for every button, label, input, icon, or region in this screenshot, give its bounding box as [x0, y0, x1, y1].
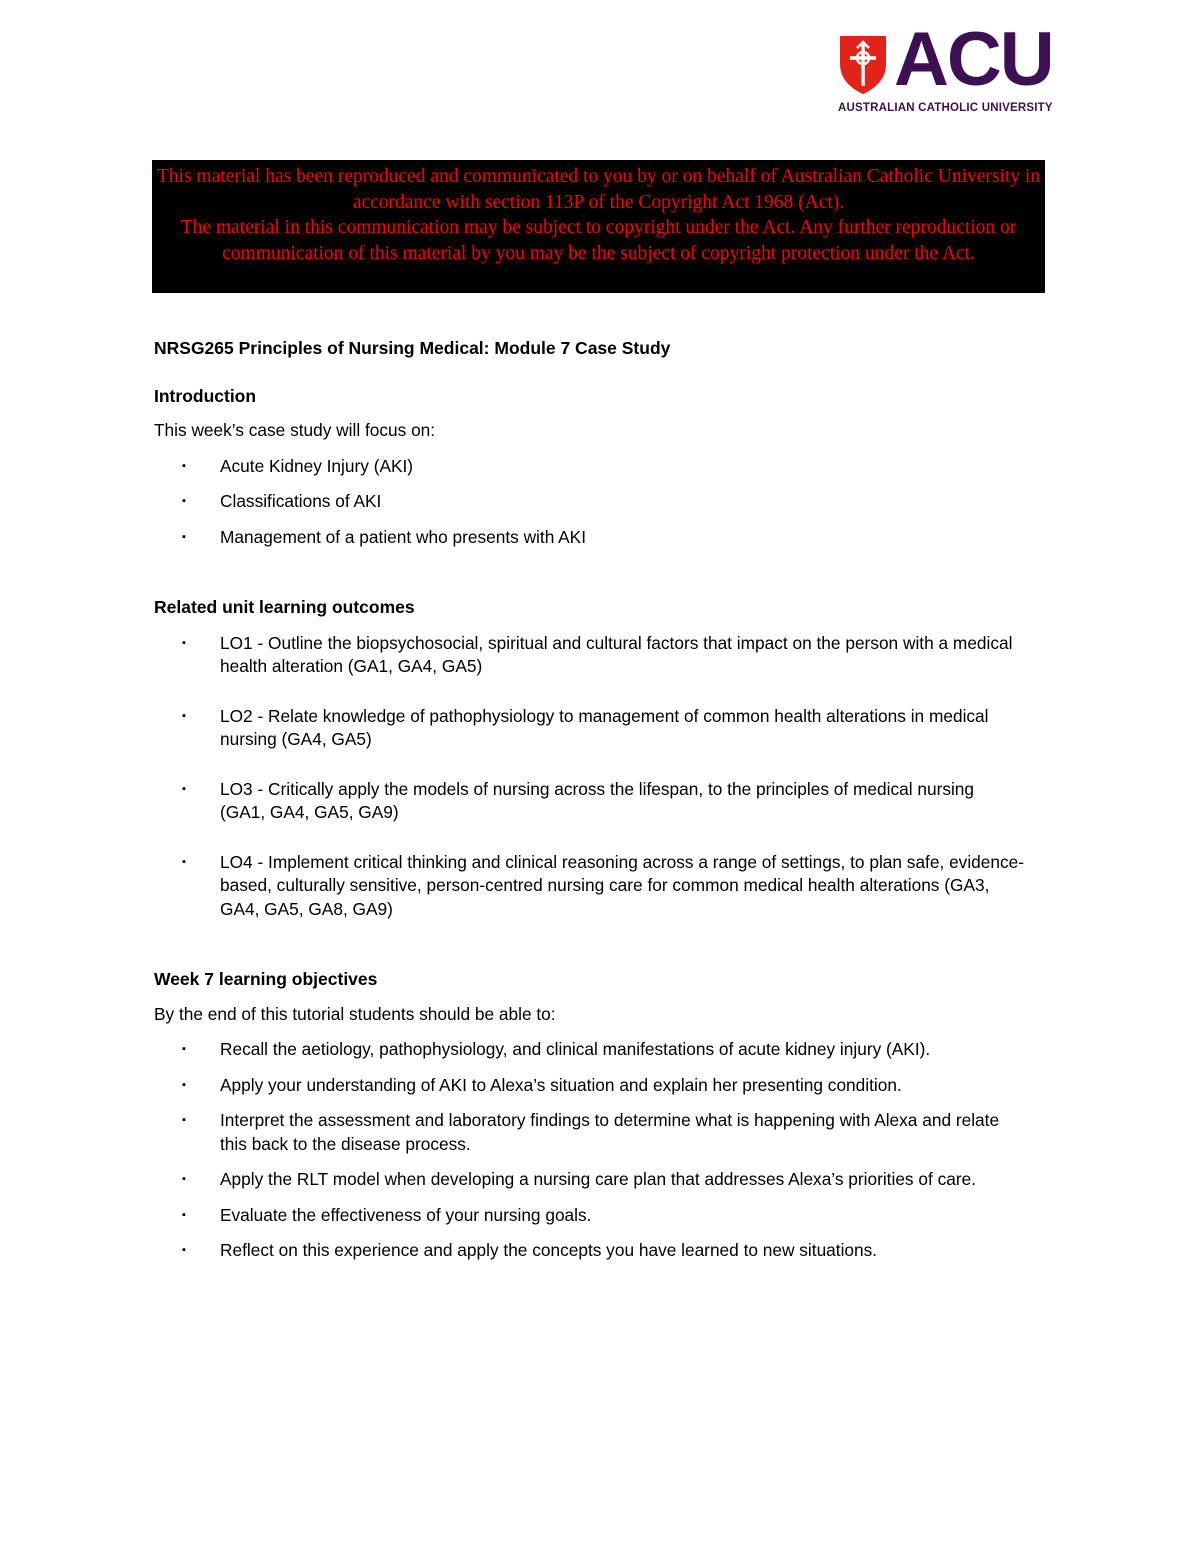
list-item: ▪ Classifications of AKI: [154, 490, 1044, 514]
objectives-list: [154, 1038, 1044, 1263]
outcomes-heading: Related unit learning outcomes: [154, 597, 415, 617]
introduction-list: [154, 455, 1044, 550]
outcomes-list: [154, 632, 1044, 922]
copyright-notice: [152, 160, 1045, 293]
logo-subtitle: AUSTRALIAN CATHOLIC UNIVERSITY: [838, 102, 1053, 114]
list-item: ▪ Acute Kidney Injury (AKI): [154, 455, 1044, 479]
list-item: ▪ Apply the RLT model when developing a nursing care plan that addresses Alexa’s priorities of care.: [154, 1168, 1044, 1192]
notice-line-2: The material in this communication may be subject to copyright under the Act. Any further reproduction or communication of this material by you may be the subject of copyright protection under the Act.: [180, 217, 1017, 264]
objectives-lead: By the end of this tutorial students should be able to:: [154, 1003, 556, 1024]
outcome-text: LO3 - Critically apply the models of nursing across the lifespan, to the principles of medical nursing: [220, 778, 975, 799]
list-item: ▪ Interpret the assessment and laboratory findings to determine what is happening with Alexa and relate this back to the disease process.: [154, 1109, 1044, 1156]
document-body: [154, 337, 1044, 1263]
notice-line-1: This material has been reproduced and communicated to you by or on behalf of Australian Catholic University in accordance with section 113P of the Copyright Act 1968 (Act).: [156, 166, 1041, 213]
outcome-text: LO1 - Outline the biopsychosocial, spiritual and cultural factors that impact on the person with a medical health alteration (GA1, GA4, GA5): [220, 632, 1013, 676]
shield-icon: [838, 34, 888, 96]
acu-logo: [838, 17, 1074, 120]
document-title: NRSG265 Principles of Nursing Medical: Module 7 Case Study: [154, 338, 671, 358]
outcome-item: [154, 705, 1044, 752]
list-item: ▪ Apply your understanding of AKI to Alexa’s situation and explain her presenting condition.: [154, 1074, 1044, 1098]
outcome-text: LO4 - Implement critical thinking and clinical reasoning across a range of settings, to plan safe, evidence-based, culturally sensitive, person-centred nursing care for common medical health alterations (GA3, GA4, GA5, GA8, GA9): [220, 851, 1024, 919]
introduction-lead: This week’s case study will focus on:: [154, 420, 436, 440]
outcome-text: LO2 - Relate knowledge of pathophysiology to management of common health alterations in medical nursing (GA4, GA5): [220, 705, 989, 749]
outcome-item: [154, 851, 1044, 922]
objectives-heading: Week 7 learning objectives: [154, 969, 378, 989]
list-item: ▪ Evaluate the effectiveness of your nursing goals.: [154, 1204, 1044, 1228]
outcome-item: [154, 778, 1044, 825]
list-item: ▪ Reflect on this experience and apply the concepts you have learned to new situations.: [154, 1239, 1044, 1263]
introduction-heading: Introduction: [154, 385, 257, 406]
list-item: ▪ Management of a patient who presents with AKI: [154, 526, 1044, 550]
logo-wordmark: ACU: [894, 17, 1053, 102]
outcome-extra: (GA1, GA4, GA5, GA9): [220, 802, 399, 822]
list-item: ▪ Recall the aetiology, pathophysiology, and clinical manifestations of acute kidney injury (AKI).: [154, 1038, 1044, 1062]
outcome-item: [154, 632, 1044, 679]
